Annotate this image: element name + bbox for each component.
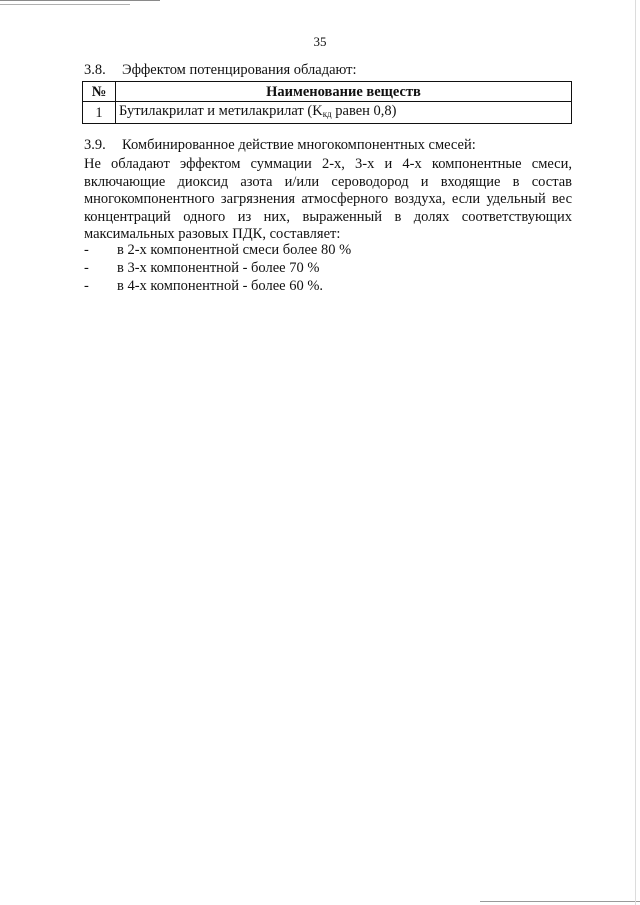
column-header-number: № [83,82,116,102]
table-row [83,102,572,124]
section-number: 3.8. [84,62,106,78]
substance-name-text: Бутилакрилат и метилакрилат (K [119,103,323,119]
list-item-text: в 3-х компонентной - более 70 % [117,260,320,276]
section-3-9-heading [84,136,476,154]
section-title: Эффектом потенцирования обладают: [122,62,357,78]
section-title: Комбинированное действие многокомпонентных смесей: [122,137,476,153]
row-substance-name [116,102,572,124]
page-number: 35 [313,34,327,49]
section-3-9-paragraph [84,156,572,244]
list-item-text: в 4-х компонентной - более 60 %. [117,278,324,294]
list-dash: - [84,260,89,276]
table-header-row [83,82,572,102]
scan-artifact-edge [635,0,636,905]
section-number: 3.9. [84,137,106,153]
section-3-8-heading [84,61,357,79]
column-header-name: Наименование веществ [116,82,572,102]
coefficient-subscript: кд [322,109,332,119]
row-number: 1 [83,102,116,124]
scan-artifact-top [0,0,640,2]
substances-table [82,81,572,124]
list-item-text: в 2-х компонентной смеси более 80 % [117,242,352,258]
substance-name-suffix: равен 0,8) [331,103,397,119]
paragraph-text: Не обладают эффектом суммации 2-х, 3-х и 4-х компонентные смеси, включающие диоксид азота и/или сероводород и входящие в состав многокомпонентного загрязнения атмосферного воздуха, если удельный вес концентраций одного из них, выраженный в долях соответствующих максимальных разовых ПДК, составляет: [84,156,572,242]
list-dash: - [84,242,89,258]
list-dash: - [84,278,89,294]
scan-artifact-bottom [480,901,640,902]
